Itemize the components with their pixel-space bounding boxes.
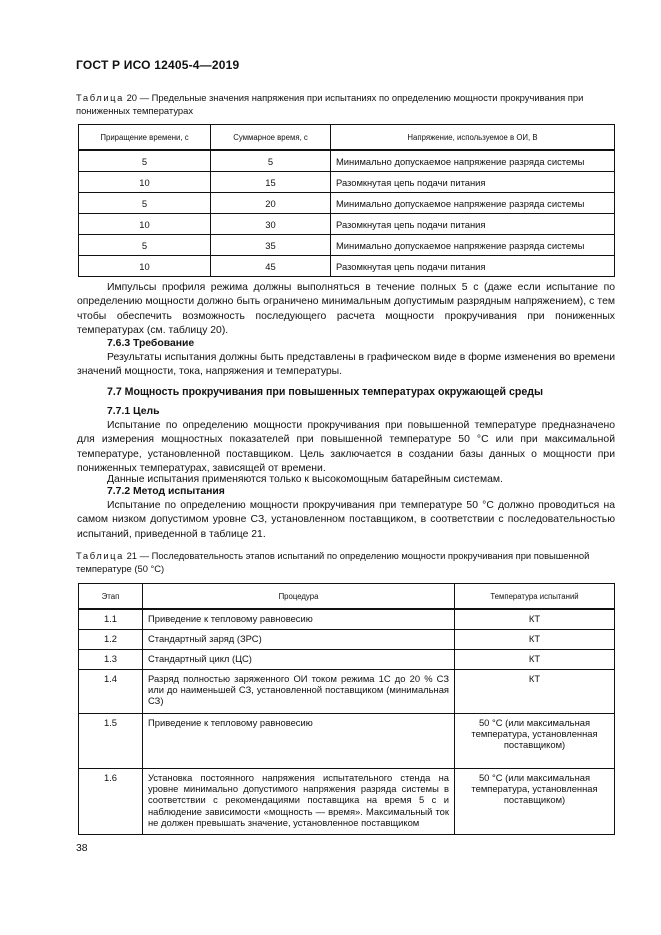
table-cell: 20 [211,193,331,214]
document-header: ГОСТ Р ИСО 12405-4—2019 [76,58,240,72]
table-cell: Стандартный заряд (ЗРС) [143,629,455,649]
section-7-7-2-text: Испытание по определению мощности прокручивания при температуре 50 °С должно проводиться на самом низком допустимом уровне СЗ, установленном поставщиком, в соответствии с последовательностью испытаний, приведенной в таблице 21. [77,500,615,540]
table-row [79,150,615,172]
table-20-caption [76,92,614,117]
table-cell: Минимально допускаемое напряжение разряда системы [331,193,615,214]
table-cell: Разомкнутая цепь подачи питания [331,172,615,193]
table-row [79,768,615,834]
table-row [79,214,615,235]
table-cell: 5 [79,235,211,256]
table-cell: КТ [455,609,615,629]
table-cell: 1.4 [79,669,143,713]
table-cell: КТ [455,629,615,649]
table-cell: Разомкнутая цепь подачи питания [331,256,615,277]
section-7-6-3-heading: 7.6.3 Требование [107,338,195,349]
table-21 [78,583,615,835]
table-cell: 1.6 [79,768,143,834]
table-cell: Приведение к тепловому равновесию [143,609,455,629]
page-number: 38 [76,843,88,854]
section-7-7-1-heading: 7.7.1 Цель [107,406,160,417]
table-cell: 50 °С (или максимальная температура, установленная поставщиком) [455,768,615,834]
table-cell: 30 [211,214,331,235]
table-cell: 45 [211,256,331,277]
table-row [79,609,615,629]
table-cell: 5 [79,193,211,214]
table-cell: Минимально допускаемое напряжение разряда системы [331,235,615,256]
paragraph-pulse-profile: Импульсы профиля режима должны выполняться в течение полных 5 с (даже если испытание по определению мощности должно быть ограничено минимальным допустимым разрядным напряжением), с тем чтобы обеспечить возможность последующего расчета мощности прокручивания при пониженных температурах (см. таблицу 20). [77,282,615,337]
column-header: Температура испытаний [455,584,615,610]
table-row [79,256,615,277]
table-21-label: Таблица [76,550,124,561]
table-21-caption-text: 21 — Последовательность этапов испытаний по определению мощности прокручивания при повышенной температуре (50 °С) [76,550,590,574]
table-cell: 10 [79,214,211,235]
table-cell: Разряд полностью заряженного ОИ током режима 1C до 20 % СЗ или до наименьшей СЗ, установленной поставщиком (минимальная СЗ) [143,669,455,713]
column-header: Суммарное время, с [211,125,331,151]
table-cell: Разомкнутая цепь подачи питания [331,214,615,235]
table-cell: 1.3 [79,649,143,669]
table-header-row [79,125,615,151]
table-row [79,235,615,256]
table-cell: Минимально допускаемое напряжение разряда системы [331,150,615,172]
table-cell: КТ [455,669,615,713]
section-7-7-1-text: Испытание по определению мощности прокручивания при повышенной температуре предназначено для измерения мощностных показателей при повышенной температуре 50 °С или при максимальной температуре, установленной поставщиком. Цель заключается в создании базы данных о мощности при пониженных температурах, зависящей от времени. [77,420,615,475]
table-row [79,649,615,669]
table-cell: Стандартный цикл (ЦС) [143,649,455,669]
table-cell: 1.1 [79,609,143,629]
table-cell: 35 [211,235,331,256]
table-cell: Установка постоянного напряжения испытательного стенда на уровне минимально допустимого напряжения разряда системы в соответствии с рекомендациями поставщика на время 5 с и наблюдение зависимости «мощность — время». Максимальный ток не должен превышать значение, установленное поставщиком [143,768,455,834]
table-cell: 10 [79,256,211,277]
table-row [79,193,615,214]
table-cell: 5 [79,150,211,172]
table-row [79,669,615,713]
table-header-row [79,584,615,610]
table-row [79,629,615,649]
section-7-7-2-heading: 7.7.2 Метод испытания [107,486,225,497]
table-cell: 5 [211,150,331,172]
table-20 [78,124,615,277]
table-row [79,713,615,768]
section-7-7-1-note: Данные испытания применяются только к высокомощным батарейным системам. [107,474,503,485]
column-header: Приращение времени, с [79,125,211,151]
table-cell: 1.2 [79,629,143,649]
table-20-caption-text: 20 — Предельные значения напряжения при испытаниях по определению мощности прокручивания при пониженных температурах [76,92,584,116]
table-row [79,172,615,193]
table-20-label: Таблица [76,92,124,103]
table-cell: 1.5 [79,713,143,768]
section-7-6-3-text: Результаты испытания должны быть представлены в графическом виде в форме изменения во времени значений мощности, тока, напряжения и температуры. [77,352,615,378]
section-7-7-heading: 7.7 Мощность прокручивания при повышенных температурах окружающей среды [107,386,544,398]
table-cell: 50 °С (или максимальная температура, установленная поставщиком) [455,713,615,768]
table-21-caption [76,550,614,575]
table-cell: 10 [79,172,211,193]
column-header: Этап [79,584,143,610]
table-cell: Приведение к тепловому равновесию [143,713,455,768]
column-header: Процедура [143,584,455,610]
table-cell: 15 [211,172,331,193]
column-header: Напряжение, используемое в ОИ, В [331,125,615,151]
table-cell: КТ [455,649,615,669]
